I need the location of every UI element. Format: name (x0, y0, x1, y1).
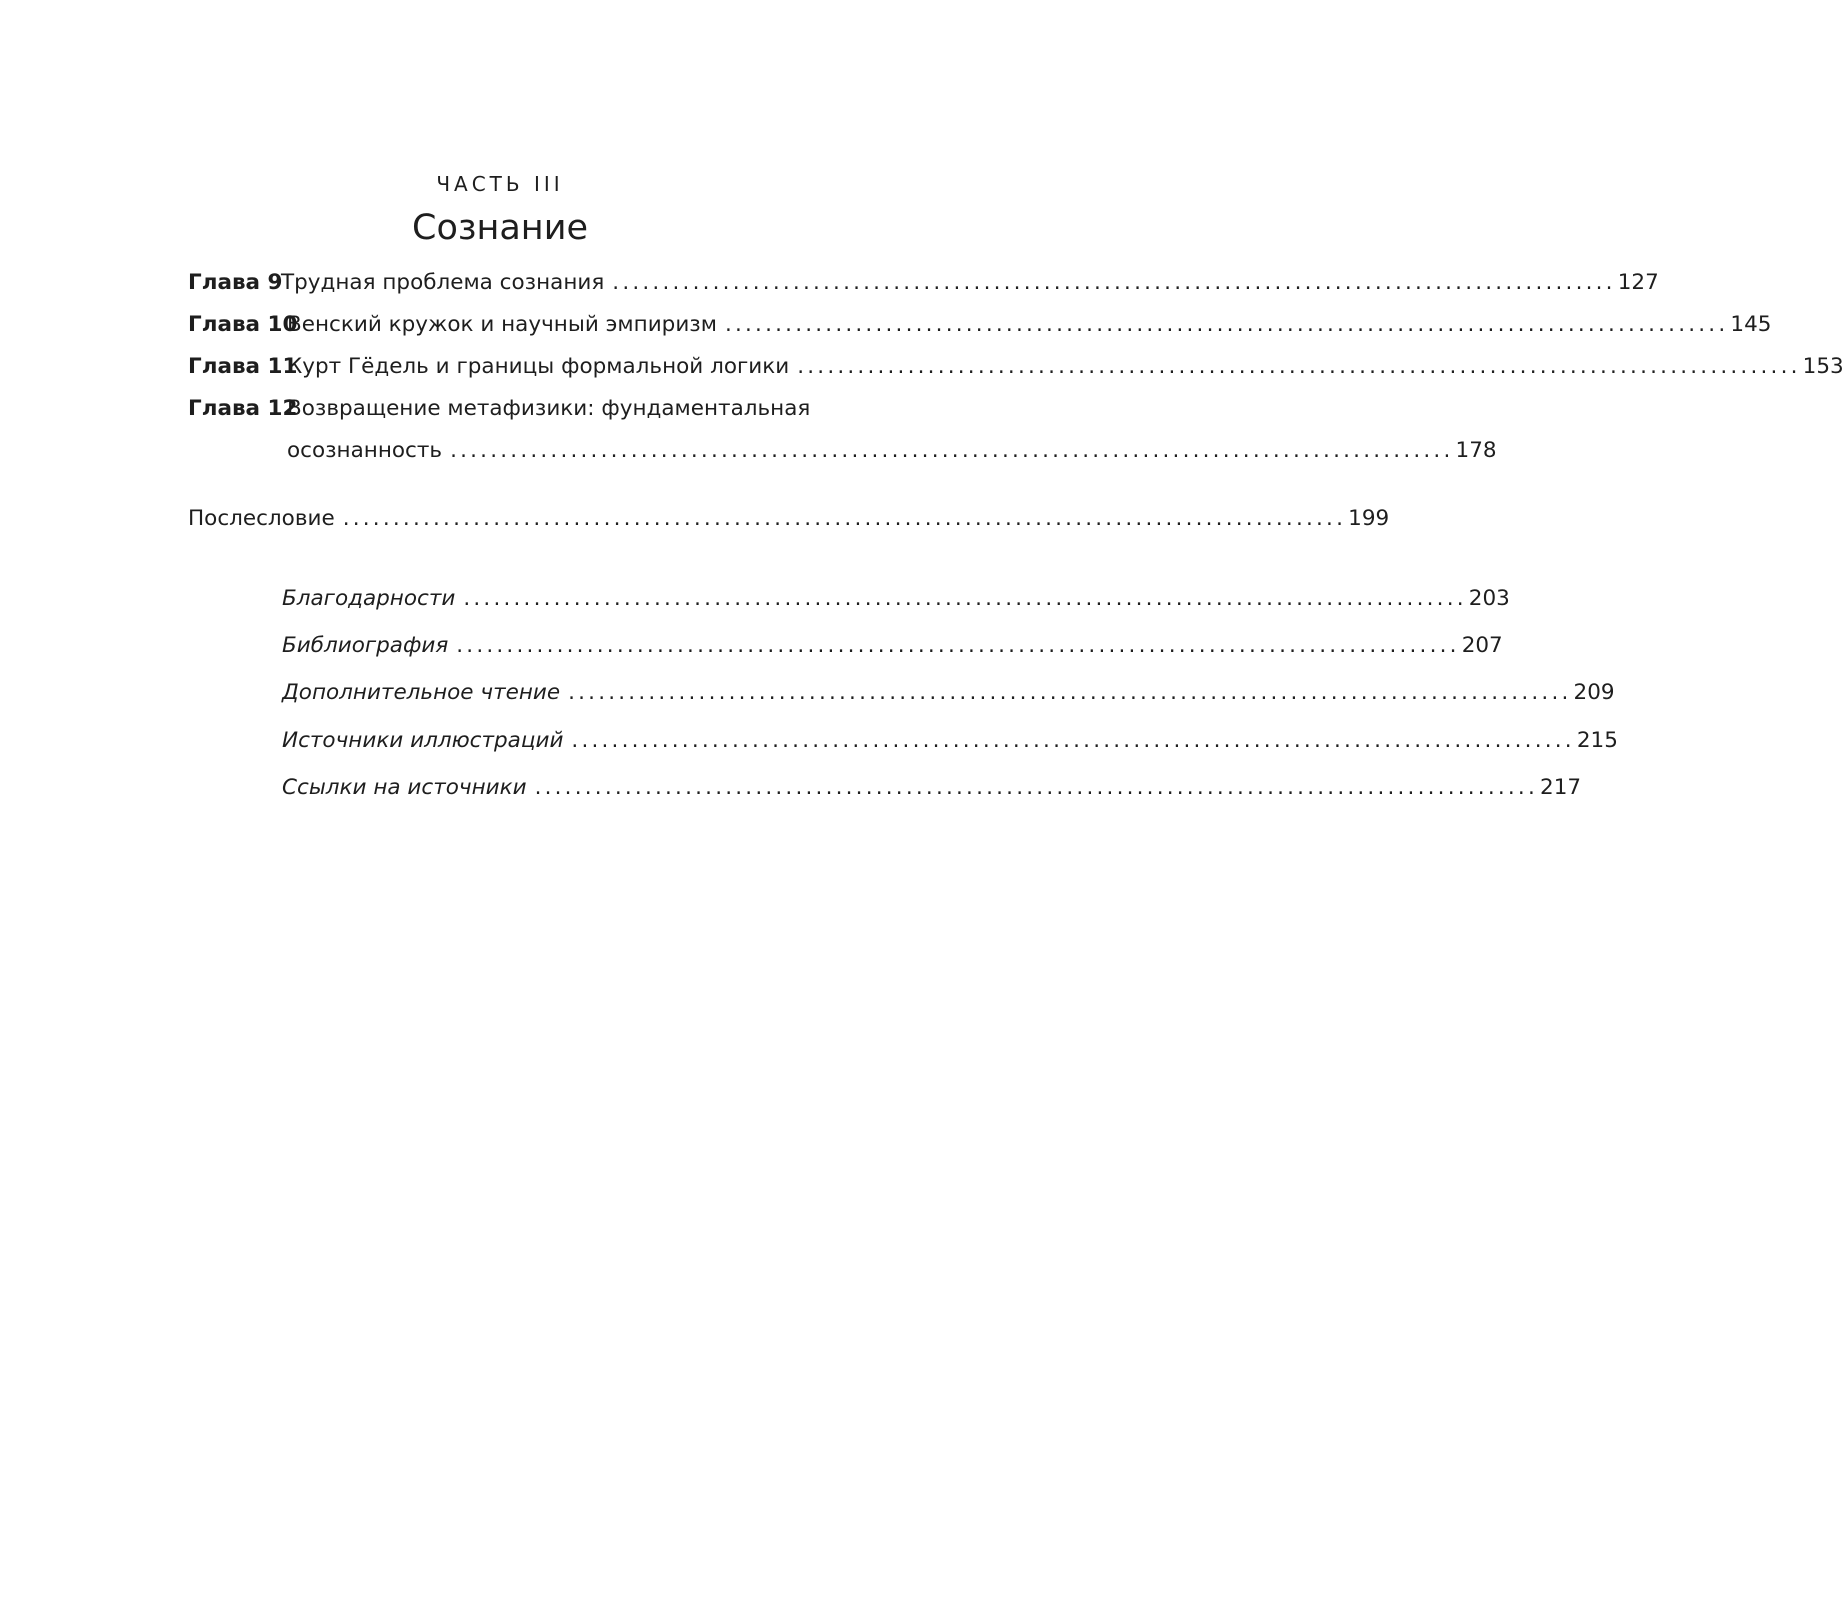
back-matter-title: Библиография (282, 633, 449, 658)
back-matter-title: Дополнительное чтение (282, 680, 561, 705)
toc-entry-chapter-9[interactable] (188, 270, 1659, 300)
afterword-title: Послесловие (188, 506, 335, 531)
chapter-title-line-2: осознанность (287, 438, 443, 463)
dot-leader: .................................................................................................... (797, 354, 1801, 379)
back-matter-title: Ссылки на источники (282, 775, 527, 800)
dot-leader: .................................................................................................... (463, 586, 1467, 611)
toc-entry-references[interactable] (188, 775, 1582, 805)
chapter-label: Глава 11 (188, 354, 298, 379)
page-number: 215 (1576, 728, 1618, 753)
toc-entry-bibliography[interactable] (188, 633, 1503, 663)
page-number: 127 (1617, 270, 1659, 295)
page-number: 203 (1468, 586, 1510, 611)
dot-leader: .................................................................................................... (612, 270, 1616, 295)
chapter-title-line-1: Возвращение метафизики: фундаментальная (287, 396, 811, 421)
page-number: 178 (1455, 438, 1497, 463)
page-number: 199 (1348, 506, 1390, 531)
chapter-title: Венский кружок и научный эмпиризм (287, 312, 717, 337)
page-number: 153 (1802, 354, 1844, 379)
part-title: Сознание (412, 208, 588, 248)
toc-entry-acknowledgements[interactable] (188, 586, 1510, 616)
chapter-title: Трудная проблема сознания (281, 270, 605, 295)
chapter-title: Курт Гёдель и границы формальной логики (287, 354, 790, 379)
dot-leader: .................................................................................................... (571, 728, 1575, 753)
page-number: 217 (1540, 775, 1582, 800)
chapter-label: Глава 10 (188, 312, 298, 337)
back-matter-title: Благодарности (282, 586, 456, 611)
page-number: 145 (1730, 312, 1772, 337)
page-number: 207 (1461, 633, 1503, 658)
chapter-label: Глава 12 (188, 396, 298, 421)
dot-leader: .................................................................................................... (342, 506, 1347, 531)
dot-leader: .................................................................................................... (568, 680, 1572, 705)
toc-entry-chapter-11[interactable] (188, 354, 1844, 384)
dot-leader: .................................................................................................... (450, 438, 1454, 463)
toc-entry-chapter-12[interactable] (188, 396, 851, 426)
toc-entry-chapter-10[interactable] (188, 312, 1772, 342)
part-label: ЧАСТЬ III (436, 172, 564, 196)
toc-entry-afterword[interactable] (188, 506, 1390, 536)
dot-leader: .................................................................................................... (724, 312, 1729, 337)
back-matter-title: Источники иллюстраций (282, 728, 564, 753)
dot-leader: .................................................................................................... (456, 633, 1460, 658)
toc-entry-illustration-sources[interactable] (188, 728, 1618, 758)
chapter-label: Глава 9 (188, 270, 283, 295)
page-number: 209 (1573, 680, 1615, 705)
dot-leader: .................................................................................................... (534, 775, 1539, 800)
toc-entry-further-reading[interactable] (188, 680, 1615, 710)
toc-entry-chapter-12-continued[interactable] (188, 438, 1497, 468)
